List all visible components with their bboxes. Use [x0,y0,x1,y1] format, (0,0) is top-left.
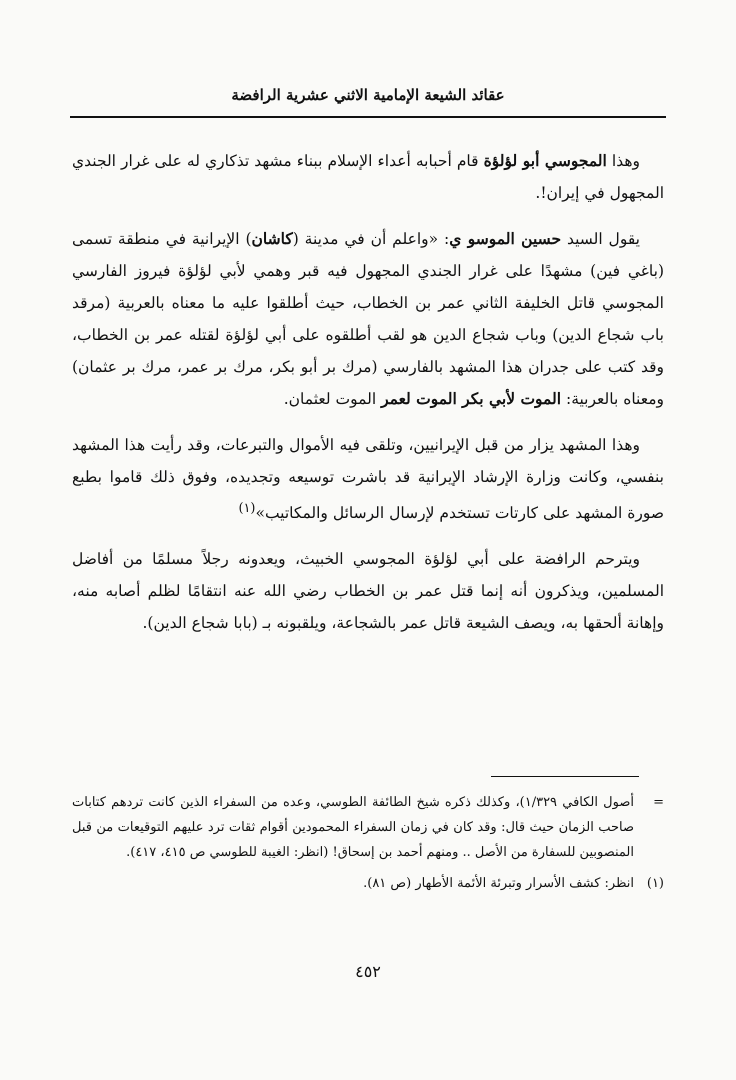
running-header-title: عقائد الشيعة الإمامية الاثني عشرية الرافضة [231,86,505,104]
footnotes [72,790,664,902]
paragraph-1-bold-name: المجوسي أبو لؤلؤة [483,151,607,170]
paragraph-4 [72,543,664,639]
paragraph-2-text-b: : «واعلم أن في مدينة ( [292,230,450,248]
paragraph-1 [72,145,664,209]
footnote-1-marker: (١) [646,876,664,891]
paragraph-4-text: ويترحم الرافضة على أبي لؤلؤة المجوسي الخبيث، ويعدونه رجلاً مسلمًا من أفاضل المسلمين، ويذكرون أنه إنما قتل عمر بن الخطاب رضي الله عنه انتقامًا لظلم أصابه منه، وإهانة ألحقها به، ويصف الشيعة قاتل عمر بالشجاعة، ويلقبونه بـ (بابا شجاع الدين). [72,550,664,633]
footnote-reference-1[interactable]: (١) [238,501,256,516]
paragraph-2-text-a: يقول السيد [561,230,640,248]
footnote-separator [491,776,639,777]
paragraph-2-bold-city: كاشان [251,229,293,248]
paragraph-2-bold-author: حسين الموسو ي [449,229,562,248]
footnote-1 [72,871,664,896]
footnote-continued-text: أصول الكافي ١/٣٢٩)، وكذلك ذكره شيخ الطائفة الطوسي، وعده من السفراء الذين كانت تردهم كتابات صاحب الزمان حيث قال: وقد كان في زمان السفراء المحمودين أقوام ثقات ترد عليهم التوقيعات من قبل المنصوبين للسفارة من الأصل .. ومنهم أحمد بن إسحاق! (انظر: الغيبة للطوسي ص ٤١٥، ٤١٧). [72,795,634,860]
paragraph-1-text-a: وهذا [606,152,640,170]
paragraph-2-text-c: ) الإيرانية في منطقة تسمى (باغي فين) مشهدًا على غرار الجندي المجهول فيه قبر وهمي لأبي لؤلؤة فيروز الفارسي المجوسي قاتل الخليفة الثاني عمر بن الخطاب، حيث أطلقوا عليه ما معناه بالعربية (مرقد باب شجاع الدين) وباب شجاع الدين هو لقب أطلقوه على أبي لؤلؤة لقتله عمر بن الخطاب، وقد كتب على جدران هذا المشهد بالفارسي (مرك بر أبو بكر، مرك بر عمر، مرك بر عثمان) ومعناه بالعربية: [72,230,664,408]
paragraph-2 [72,223,664,415]
paragraph-2-bold-phrase: الموت لأبي بكر الموت لعمر [381,389,562,408]
footnote-continuation-marker: = [653,795,664,810]
header-rule [70,116,666,118]
footnote-1-text: انظر: كشف الأسرار وتبرئة الأئمة الأطهار (ص ٨١). [363,876,634,891]
main-text [72,145,664,653]
footnote-continued [72,790,664,865]
paragraph-1-text-b: قام أحبابه أعداء الإسلام ببناء مشهد تذكاري له على غرار الجندي المجهول في إيران!. [72,152,664,202]
paragraph-3-text: وهذا المشهد يزار من قبل الإيرانيين، وتلقى فيه الأموال والتبرعات، وقد رأيت هذا المشهد بنفسي، وكانت وزارة الإرشاد الإيرانية قد باشرت توسيعه وتجديده، وفوق ذلك قاموا بطبع صورة المشهد على كارتات تستخدم لإرسال الرسائل والمكاتيب» [72,436,664,523]
page-number: ٤٥٢ [355,962,381,981]
paragraph-2-text-d: الموت لعثمان. [283,390,382,408]
paragraph-3 [72,429,664,529]
